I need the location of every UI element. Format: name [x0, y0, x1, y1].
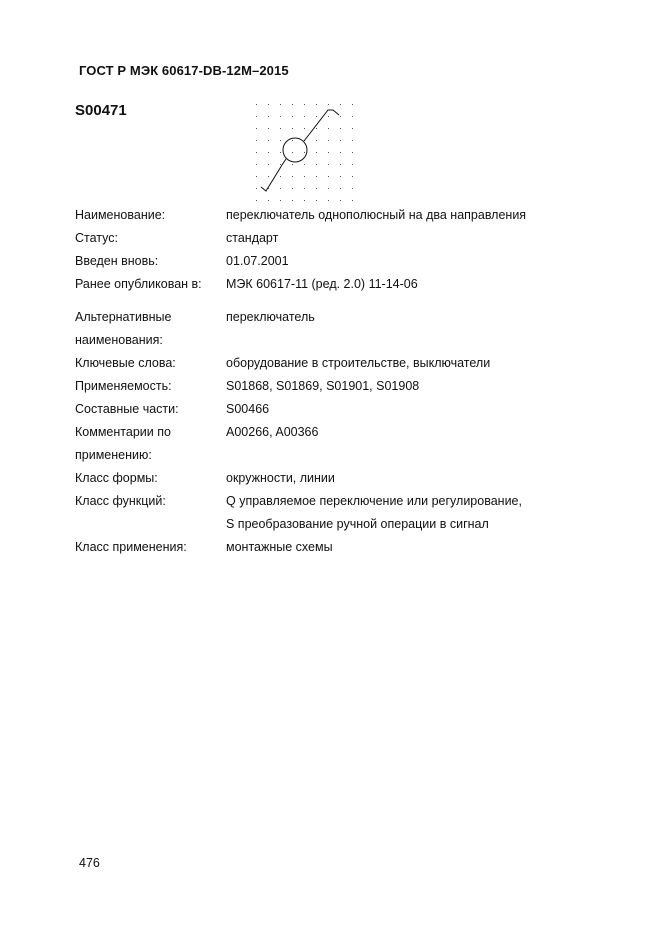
- field-components: Составные части: S00466: [75, 402, 270, 416]
- page-number: 476: [79, 856, 100, 870]
- field-introduced: Введен вновь: 01.07.2001: [75, 254, 289, 268]
- field-shape-class: Класс формы: окружности, линии: [75, 471, 335, 485]
- field-name: Наименование: переключатель однополюсный на два направления: [75, 208, 527, 222]
- symbol-code: S00471: [75, 102, 127, 119]
- field-alternative-names: Альтернативные наименования: переключатель: [75, 310, 315, 347]
- document-header: ГОСТ Р МЭК 60617-DB-12M–2015: [79, 63, 289, 78]
- field-application-class: Класс применения: монтажные схемы: [75, 540, 333, 554]
- field-function-class: Класс функций: Q управляемое переключение или регулирование, S преобразование ручной операции в сигнал: [75, 494, 522, 531]
- field-application-notes: Комментарии по применению: A00266, A00366: [75, 425, 319, 462]
- attribute-list: [75, 204, 595, 559]
- field-keywords: Ключевые слова: оборудование в строительстве, выключатели: [75, 356, 491, 370]
- field-applicability: Применяемость: S01868, S01869, S01901, S01908: [75, 379, 420, 393]
- switch-symbol-icon: [250, 98, 360, 203]
- field-status: Статус: стандарт: [75, 231, 279, 245]
- field-previously-published: Ранее опубликован в: МЭК 60617-11 (ред. 2.0) 11-14-06: [75, 277, 418, 291]
